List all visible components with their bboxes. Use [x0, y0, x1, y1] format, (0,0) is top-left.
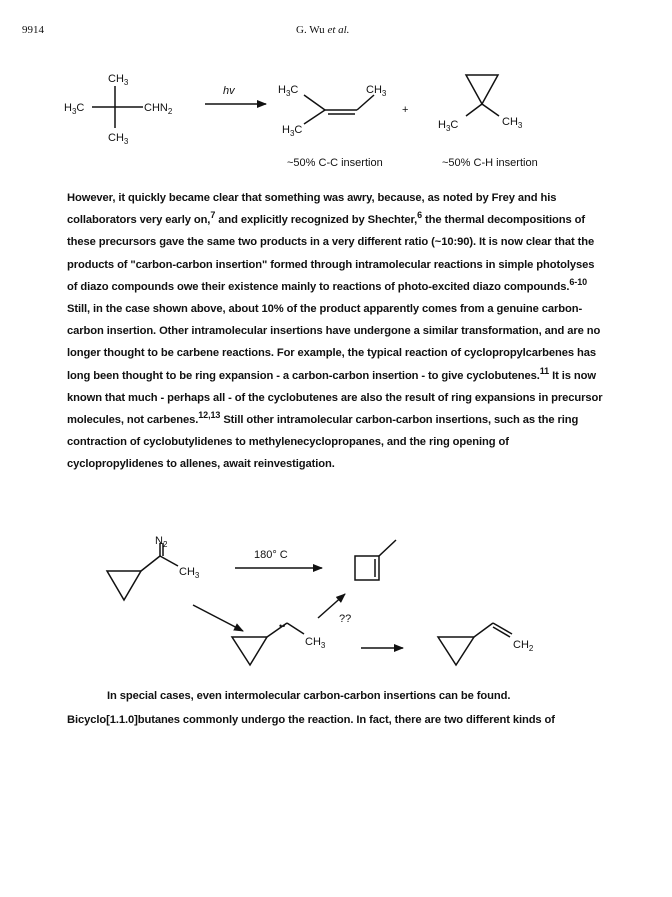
cyclopropane-h3c: $H_3C$: [438, 119, 459, 133]
body-text: [67, 187, 607, 476]
methylcyclobutene-product: [355, 540, 396, 580]
ref-11: 11: [539, 365, 550, 376]
carbene-lone-pair: ••: [279, 621, 286, 631]
body-text-run-5: It is now known that much - perhaps all - of the cyclobutenes are also the result of ring expansions in precursor molecules, not carbenes.: [67, 369, 603, 427]
carbene-ch3-label: $CH_3$: [305, 636, 326, 650]
body-text-run-6: Still other intramolecular carbon-carbon insertions, such as the ring contraction of cyclobutylidenes to methylenecyclopropanes, and the ring opening of cyclopropylidenes to allenes, await reinvestigation.: [67, 414, 579, 471]
product-ch2-label: $CH_2$: [513, 639, 534, 653]
closing-paragraph: In special cases, even intermolecular carbon-carbon insertions can be found. Bicyclo[1.1.0]butanes commonly undergo the reaction. In fact, there are two different kinds of: [67, 690, 555, 726]
temperature-label: 180° C: [254, 549, 288, 561]
body-text-run-3: the thermal decompositions of these precursors gave the same two products in a very different ratio (~10:90). It is now clear that the products of "carbon-carbon insertion" formed through intramolecular reactions in simple photolyses of diazo compounds owe their existence mainly to reactions of photo-excited diazo compounds.: [67, 214, 595, 293]
running-head-etal: et al.: [327, 24, 350, 36]
reactant-structure: [64, 73, 173, 146]
reactant-bottom-ch3: $CH_3$: [108, 132, 129, 146]
arrow-to-carbene: [193, 605, 243, 631]
reactant-top-ch3: $CH_3$: [108, 73, 129, 87]
closing-text: [67, 684, 607, 732]
ref-6: 6: [417, 210, 423, 221]
alkene-product: [278, 84, 387, 138]
body-text-run-1: However, it quickly became clear that something was awry, because, as noted by Frey and his collaborators very early on,: [67, 192, 557, 227]
scheme-2-cyclopropyl: [0, 525, 672, 675]
question-marks: ??: [339, 613, 352, 625]
reactant-left-h3c: $H_3C$: [64, 102, 85, 116]
body-text-run-2: and explicitly recognized by Shechter,: [215, 214, 418, 227]
page-number: 9914: [22, 24, 44, 36]
caption-ch-insertion: ~50% C-H insertion: [442, 157, 538, 169]
alkene-ch3-top: $CH_3$: [366, 84, 387, 98]
vinylcyclopropane-product: [438, 623, 534, 665]
body-paragraph: [67, 187, 607, 476]
hv-label: hv: [223, 85, 235, 97]
ref-12-13: 12,13: [198, 410, 221, 421]
caption-cc-insertion: ~50% C-C insertion: [287, 157, 383, 169]
ref-6-10: 6-10: [569, 276, 588, 287]
n2-label: $N_2$: [155, 535, 168, 549]
alkene-h3c-top: $H_3C$: [278, 84, 299, 98]
running-head-author: G. Wu: [296, 24, 325, 36]
alkene-h3c-bottom: $H_3C$: [282, 124, 303, 138]
running-head: [296, 24, 349, 36]
body-text-run-4: Still, in the case shown above, about 10% of the product apparently comes from a genuine carbon-carbon insertion. Other intramolecular insertions have undergone a similar transformation, and are no longer thought to be carbene reactions. For example, the typical reaction of cyclopropylcarbenes has long been thought to be ring expansion - a carbon-carbon insertion - to give cyclobutenes.: [67, 303, 601, 382]
cyclopropane-ch3: $CH_3$: [502, 116, 523, 130]
reactant-ch3-label: $CH_3$: [179, 566, 200, 580]
cyclopropane-product: [438, 75, 523, 133]
carbene-intermediate: [232, 621, 326, 665]
diazo-reactant: [107, 535, 200, 600]
scheme-1-photolysis: [0, 55, 672, 185]
reactant-right-chn2: $CHN_2$: [144, 102, 173, 116]
ref-7: 7: [210, 210, 216, 221]
plus-sign: +: [402, 104, 409, 116]
